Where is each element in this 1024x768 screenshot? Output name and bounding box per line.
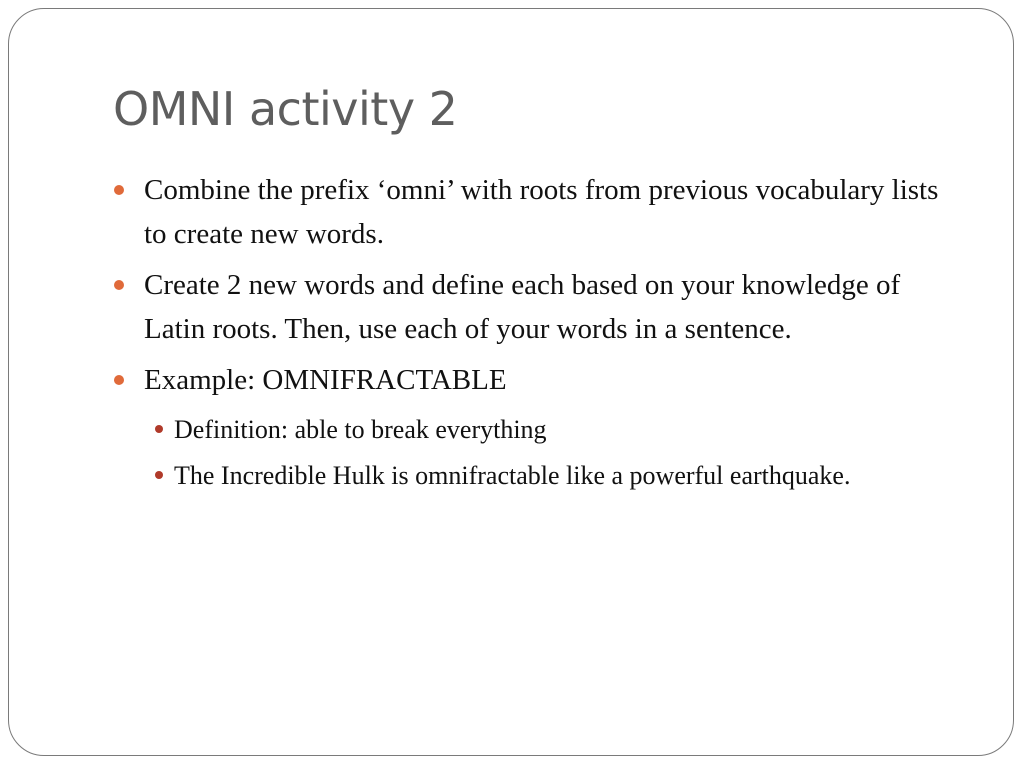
bullet-text: Example: OMNIFRACTABLE [144, 364, 507, 396]
bullet-text: Create 2 new words and define each based on your knowledge of Latin roots. Then, use each of your words in a sentence. [144, 269, 901, 345]
sub-bullet-dot-icon [155, 425, 163, 433]
sub-bullet-item [144, 455, 963, 496]
bullet-dot-icon [114, 280, 124, 290]
bullet-item [113, 263, 963, 351]
bullet-dot-icon [114, 375, 124, 385]
bullet-item [113, 168, 963, 256]
bullet-dot-icon [114, 185, 124, 195]
bullet-item [113, 358, 963, 402]
bullet-text: Combine the prefix ‘omni’ with roots from previous vocabulary lists to create new words. [144, 174, 939, 250]
slide-title: OMNI activity 2 [113, 82, 458, 136]
sub-bullet-dot-icon [155, 471, 163, 479]
slide-content [113, 168, 963, 501]
sub-bullet-text: Definition: able to break everything [174, 415, 547, 444]
sub-bullet-text: The Incredible Hulk is omnifractable like a powerful earthquake. [174, 461, 851, 490]
sub-bullet-item [144, 409, 963, 450]
